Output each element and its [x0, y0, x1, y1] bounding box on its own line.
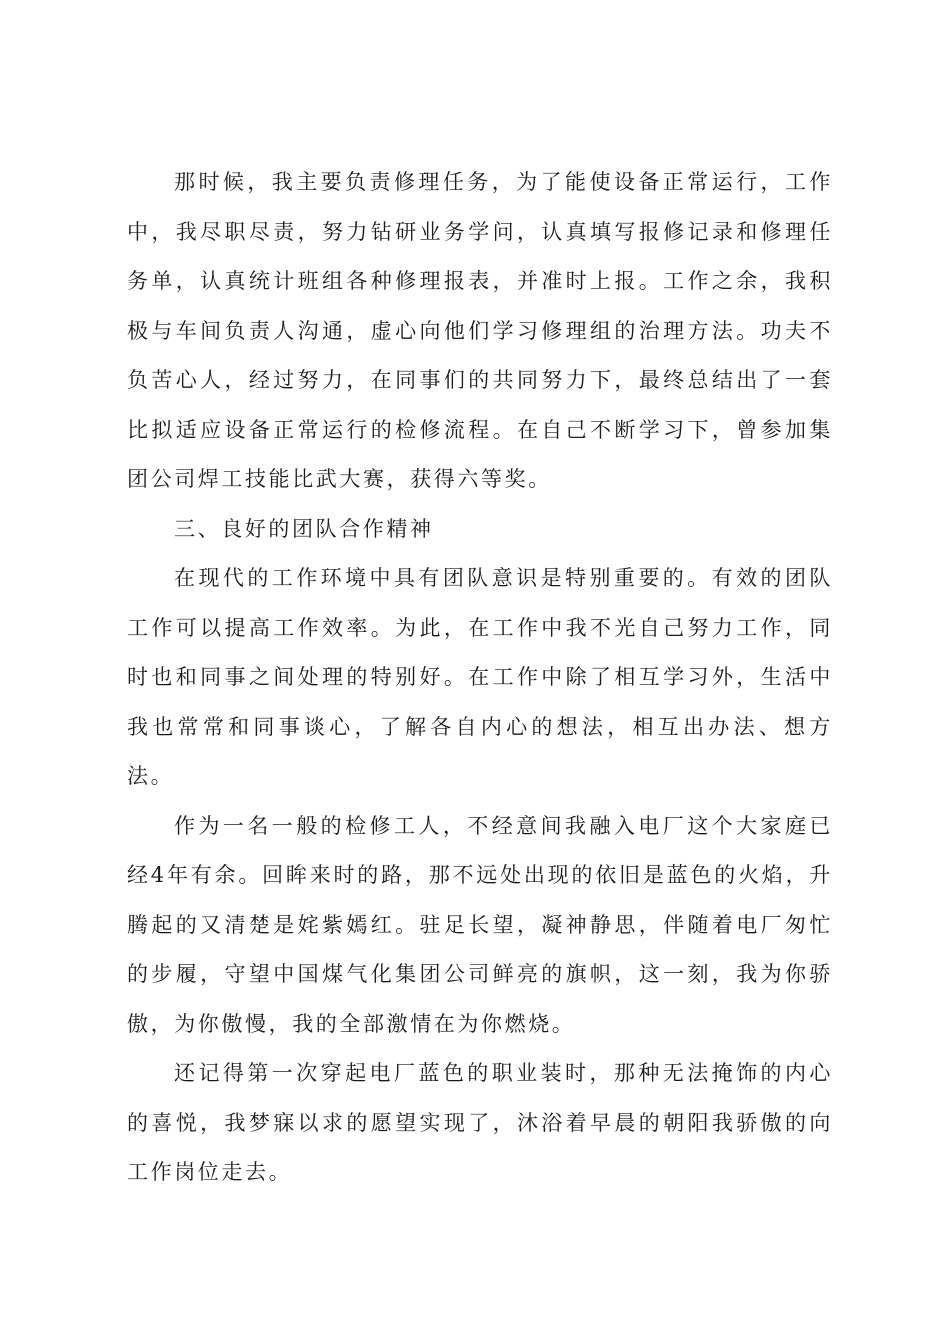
- paragraph-power-plant-years: 作为一名一般的检修工人，不经意间我融入电厂这个大家庭已经4年有余。回眸来时的路，那不远处出现的依旧是蓝色的火焰，升腾起的又清楚是姹紫嫣红。驻足长望，凝神静思，伴随着电厂匆忙的步履，守望中国煤气化集团公司鲜亮的旗帜，这一刻，我为你骄傲，为你傲慢，我的全部激情在为你燃烧。: [127, 813, 833, 1036]
- paragraph-first-uniform: 还记得第一次穿起电厂蓝色的职业装时，那种无法掩饰的内心的喜悦，我梦寐以求的愿望实现了，沐浴着早晨的朝阳我骄傲的向工作岗位走去。: [127, 1061, 833, 1184]
- paragraph-repair-duties: 那时候，我主要负责修理任务，为了能使设备正常运行，工作中，我尽职尽责，努力钻研业务学问，认真填写报修记录和修理任务单，认真统计班组各种修理报表，并准时上报。工作之余，我积极与车间负责人沟通，虚心向他们学习修理组的治理方法。功夫不负苦心人，经过努力，在同事们的共同努力下，最终总结出了一套比拟适应设备正常运行的检修流程。在自己不断学习下，曾参加集团公司焊工技能比武大赛，获得六等奖。: [127, 170, 833, 491]
- document-body: [127, 158, 833, 1198]
- paragraph-team-awareness: 在现代的工作环境中具有团队意识是特别重要的。有效的团队工作可以提高工作效率。为此，在工作中我不光自己努力工作，同时也和同事之间处理的特别好。在工作中除了相互学习外，生活中我也常常和同事谈心，了解各自内心的想法，相互出办法、想方法。: [127, 566, 833, 788]
- section-heading-teamwork: 三、良好的团队合作精神: [174, 516, 434, 541]
